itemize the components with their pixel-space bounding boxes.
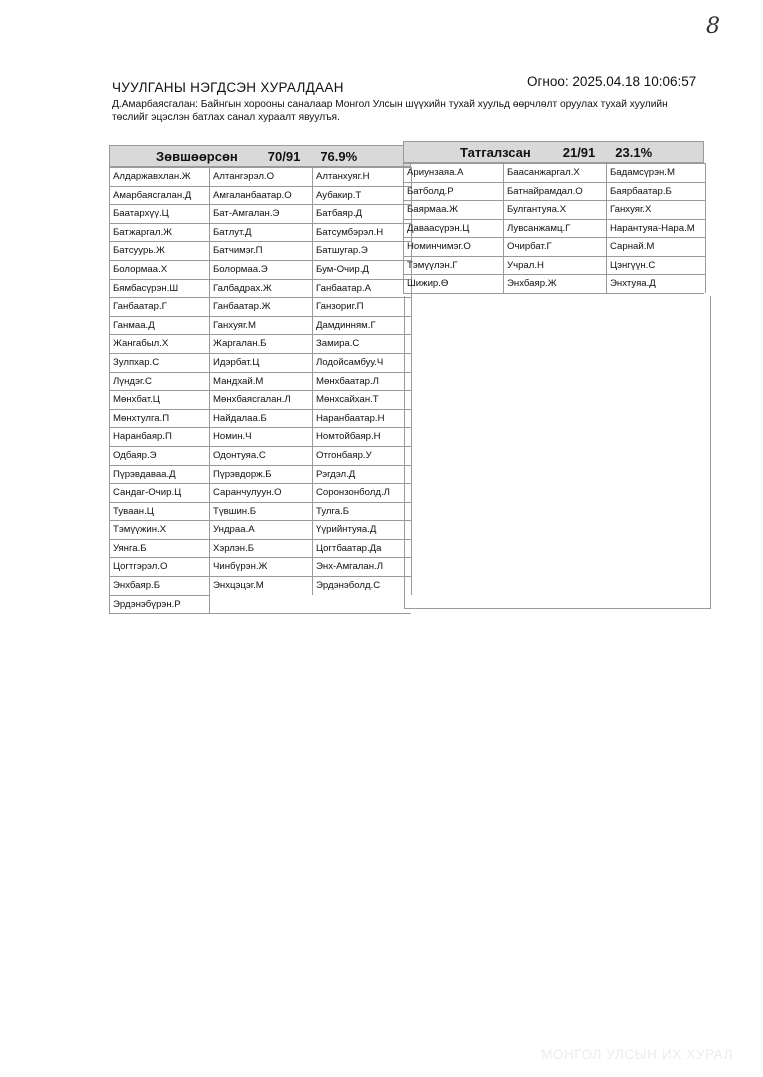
member-name-cell: Алтангэрэл.О bbox=[210, 167, 313, 186]
approve-header bbox=[109, 145, 411, 167]
member-name-cell: Түвшин.Б bbox=[210, 502, 313, 521]
member-name-cell: Булгантуяа.Х bbox=[504, 200, 607, 219]
reject-panel bbox=[403, 141, 704, 294]
member-name-cell: Ганмаа.Д bbox=[110, 316, 210, 335]
member-name-cell: Одбаяр.Э bbox=[110, 446, 210, 465]
member-name-cell: Аубакир.Т bbox=[313, 186, 412, 205]
member-name-cell: Лувсанжамц.Г bbox=[504, 219, 607, 238]
member-name-cell: Амгаланбаатар.О bbox=[210, 186, 313, 205]
member-name-cell: Номинчимэг.О bbox=[404, 237, 504, 256]
member-name-cell: Номтойбаяр.Н bbox=[313, 427, 412, 446]
member-name-cell: Энхцэцэг.М bbox=[210, 576, 313, 595]
member-name-cell: Алтанхуяг.Н bbox=[313, 167, 412, 186]
member-name-cell: Энх-Амгалан.Л bbox=[313, 557, 412, 576]
vote-description: Д.Амарбаясгалан: Байнгын хорооны саналаар Монгол Улсын шүүхийн тухай хуульд өөрчлөлт оруулах тухай хуулийн төслийг эцэслэн батлах санал хураалт явуулъя. bbox=[112, 99, 668, 123]
member-name-cell: Цогтбаатар.Да bbox=[313, 539, 412, 558]
member-name-cell: Чинбүрэн.Ж bbox=[210, 557, 313, 576]
member-name-cell: Мөнхбаясгалан.Л bbox=[210, 390, 313, 409]
member-name-cell: Мөнхтулга.П bbox=[110, 409, 210, 428]
member-name-cell: Замира.С bbox=[313, 334, 412, 353]
member-name-cell: Лодойсамбуу.Ч bbox=[313, 353, 412, 372]
member-name-cell: Батчимэг.П bbox=[210, 241, 313, 260]
member-name-cell: Энхтуяа.Д bbox=[607, 274, 706, 293]
member-name-cell: Дамдинням.Г bbox=[313, 316, 412, 335]
member-name-cell: Идэрбат.Ц bbox=[210, 353, 313, 372]
member-name-cell: Батлут.Д bbox=[210, 223, 313, 242]
member-name-cell: Баярмаа.Ж bbox=[404, 200, 504, 219]
member-name-cell: Үүрийнтуяа.Д bbox=[313, 520, 412, 539]
member-name-cell: Бямбасүрэн.Ш bbox=[110, 279, 210, 298]
member-name-cell: Ганхуяг.Х bbox=[607, 200, 706, 219]
member-name-cell: Батболд.Р bbox=[404, 182, 504, 201]
member-name-cell: Алдаржавхлан.Ж bbox=[110, 167, 210, 186]
page-number: 8 bbox=[706, 14, 720, 39]
member-name-cell: Найдалаа.Б bbox=[210, 409, 313, 428]
member-name-cell: Баасанжаргал.Х bbox=[504, 163, 607, 182]
member-name-cell: Даваасүрэн.Ц bbox=[404, 219, 504, 238]
approve-percent: 76.9% bbox=[320, 148, 358, 164]
member-name-cell: Саранчулуун.О bbox=[210, 483, 313, 502]
reject-count: 21/91 bbox=[562, 144, 596, 160]
member-name-cell: Баярбаатар.Б bbox=[607, 182, 706, 201]
approve-names-grid bbox=[109, 167, 411, 614]
member-name-cell: Мандхай.М bbox=[210, 372, 313, 391]
member-name-cell: Мөнхсайхан.Т bbox=[313, 390, 412, 409]
member-name-cell: Наранбаяр.П bbox=[110, 427, 210, 446]
approve-panel bbox=[109, 145, 411, 614]
member-name-cell: Соронзонболд.Л bbox=[313, 483, 412, 502]
member-name-cell: Отгонбаяр.У bbox=[313, 446, 412, 465]
member-name-cell: Учрал.Н bbox=[504, 256, 607, 275]
member-name-cell: Ундраа.А bbox=[210, 520, 313, 539]
member-name-cell: Бадамсүрэн.М bbox=[607, 163, 706, 182]
member-name-cell: Мөнхбат.Ц bbox=[110, 390, 210, 409]
page-title: ЧУУЛГАНЫ НЭГДСЭН ХУРАЛДААН bbox=[112, 80, 344, 95]
member-name-cell: Туваан.Ц bbox=[110, 502, 210, 521]
member-name-cell: Жаргалан.Б bbox=[210, 334, 313, 353]
watermark: МОНГОЛ УЛСЫН ИХ ХУРАЛ bbox=[541, 1047, 734, 1062]
member-name-cell: Цогтгэрэл.О bbox=[110, 557, 210, 576]
member-name-cell: Мөнхбаатар.Л bbox=[313, 372, 412, 391]
date-label: Огноо: bbox=[527, 74, 569, 89]
member-name-cell: Болормаа.Э bbox=[210, 260, 313, 279]
member-name-cell: Баатархүү.Ц bbox=[110, 204, 210, 223]
member-name-cell: Ганхуяг.М bbox=[210, 316, 313, 335]
member-name-cell: Пүрэвдорж.Б bbox=[210, 465, 313, 484]
member-name-cell: Эрдэнэболд.С bbox=[313, 576, 412, 595]
member-name-cell: Шижир.Ө bbox=[404, 274, 504, 293]
member-name-cell: Батбаяр.Д bbox=[313, 204, 412, 223]
member-name-cell: Батсуурь.Ж bbox=[110, 241, 210, 260]
member-name-cell: Зулпхар.С bbox=[110, 353, 210, 372]
member-name-cell: Лүндэг.С bbox=[110, 372, 210, 391]
reject-header bbox=[403, 141, 704, 163]
member-name-cell: Энхбаяр.Ж bbox=[504, 274, 607, 293]
member-name-cell: Ганбаатар.Ж bbox=[210, 297, 313, 316]
session-date bbox=[527, 74, 696, 89]
member-name-cell: Цэнгүүн.С bbox=[607, 256, 706, 275]
member-name-cell: Ганбаатар.А bbox=[313, 279, 412, 298]
date-value: 2025.04.18 10:06:57 bbox=[572, 74, 697, 89]
member-name-cell: Хэрлэн.Б bbox=[210, 539, 313, 558]
approve-count: 70/91 bbox=[267, 148, 301, 164]
reject-label: Татгалзсан bbox=[460, 144, 531, 160]
member-name-cell: Болормаа.Х bbox=[110, 260, 210, 279]
member-name-cell: Жангабыл.Х bbox=[110, 334, 210, 353]
member-name-cell: Бат-Амгалан.Э bbox=[210, 204, 313, 223]
member-name-cell: Одонтуяа.С bbox=[210, 446, 313, 465]
member-name-cell: Нарантуяа-Нара.М bbox=[607, 219, 706, 238]
approve-label: Зөвшөөрсөн bbox=[156, 148, 238, 164]
member-name-cell: Сарнай.М bbox=[607, 237, 706, 256]
member-name-cell: Амарбаясгалан.Д bbox=[110, 186, 210, 205]
reject-percent: 23.1% bbox=[615, 144, 653, 160]
member-name-cell: Ганзориг.П bbox=[313, 297, 412, 316]
member-name-cell: Ариунзаяа.А bbox=[404, 163, 504, 182]
reject-names-grid bbox=[403, 163, 704, 294]
reject-panel-frame bbox=[404, 296, 711, 609]
member-name-cell: Энхбаяр.Б bbox=[110, 576, 210, 595]
member-name-cell: Тэмүүлэн.Г bbox=[404, 256, 504, 275]
member-name-cell: Батсумбэрэл.Н bbox=[313, 223, 412, 242]
member-name-cell: Тэмүүжин.Х bbox=[110, 520, 210, 539]
member-name-cell: Номин.Ч bbox=[210, 427, 313, 446]
member-name-cell: Галбадрах.Ж bbox=[210, 279, 313, 298]
member-name-cell: Эрдэнэбүрэн.Р bbox=[110, 595, 210, 614]
member-name-cell: Тулга.Б bbox=[313, 502, 412, 521]
member-name-cell: Батшугар.Э bbox=[313, 241, 412, 260]
member-name-cell: Сандаг-Очир.Ц bbox=[110, 483, 210, 502]
member-name-cell: Очирбат.Г bbox=[504, 237, 607, 256]
member-name-cell: Ганбаатар.Г bbox=[110, 297, 210, 316]
member-name-cell: Наранбаатар.Н bbox=[313, 409, 412, 428]
member-name-cell: Батнайрамдал.О bbox=[504, 182, 607, 201]
member-name-cell: Батжаргал.Ж bbox=[110, 223, 210, 242]
member-name-cell: Рэгдэл.Д bbox=[313, 465, 412, 484]
member-name-cell: Бум-Очир.Д bbox=[313, 260, 412, 279]
member-name-cell: Пүрэвдаваа.Д bbox=[110, 465, 210, 484]
member-name-cell: Уянга.Б bbox=[110, 539, 210, 558]
